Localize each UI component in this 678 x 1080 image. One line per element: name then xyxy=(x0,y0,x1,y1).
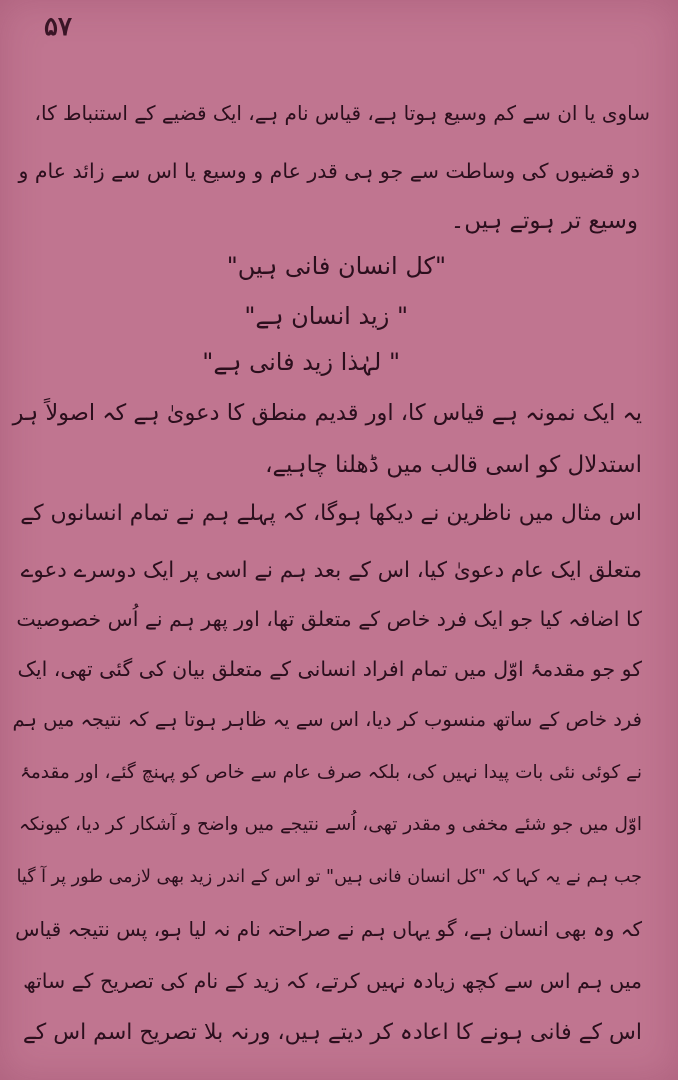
text-line: یہ ایک نمونہ ہے قیاس کا، اور قدیم منطق کا دعویٰ ہے کہ اصولاً ہر xyxy=(12,400,642,426)
text-line: اس کے فانی ہونے کا اعادہ کر دیتے ہیں، ورنہ بلا تصریح اسم اس کے xyxy=(22,1020,642,1045)
syllogism-minor-premise: " زید انسان ہے" xyxy=(244,302,408,330)
text-line: اوّل میں جو شئے مخفی و مقدر تھی، اُسے نتیجے میں واضح و آشکار کر دیا، کیونکہ xyxy=(18,814,642,835)
text-line: میں ہم اس سے کچھ زیادہ نہیں کرتے، کہ زید کے نام کی تصریح کے ساتھ xyxy=(23,969,642,993)
text-line: متعلق ایک عام دعویٰ کیا، اس کے بعد ہم نے اسی پر ایک دوسرے دعوے xyxy=(20,558,642,583)
text-line: فرد خاص کے ساتھ منسوب کر دیا، اس سے یہ ظاہر ہوتا ہے کہ نتیجہ میں ہم xyxy=(12,708,642,731)
text-line: استدلال کو اسی قالب میں ڈھلنا چاہیے، xyxy=(265,452,642,478)
syllogism-major-premise: "کل انسان فانی ہیں" xyxy=(226,252,446,280)
text-line: جب ہم نے یہ کہا کہ "کل انسان فانی ہیں" تو اس کے اندر زید بھی لازمی طور پر آ گیا xyxy=(16,867,642,887)
syllogism-conclusion: " لہٰذا زید فانی ہے" xyxy=(202,348,400,376)
text-line: دو قضیوں کی وساطت سے جو ہی قدر عام و وسیع یا اس سے زائد عام و xyxy=(18,159,640,183)
text-line: کا اضافہ کیا جو ایک فرد خاص کے متعلق تھا، اور پھر ہم نے اُس خصوصیت xyxy=(16,607,642,631)
text-line: وسیع تر ہوتے ہیں۔ xyxy=(450,208,638,234)
text-line: نے کوئی نئی بات پیدا نہیں کی، بلکہ صرف عام سے خاص کو پہنچ گئے، اور مقدمۂ xyxy=(20,762,642,783)
page-number: ۵۷ xyxy=(44,12,72,42)
text-line: اس مثال میں ناظرین نے دیکھا ہوگا، کہ پہلے ہم نے تمام انسانوں کے xyxy=(20,501,642,526)
text-line: ساوی یا ان سے کم وسیع ہوتا ہے، قیاس نام ہے، ایک قضیے کے استنباط کا، xyxy=(34,101,650,125)
text-line: کو جو مقدمۂ اوّل میں تمام افراد انسانی کے متعلق بیان کی گئی تھی، ایک xyxy=(17,657,642,681)
text-line: کہ وہ بھی انسان ہے، گو یہاں ہم نے صراحتہ نام نہ لیا ہو، پس نتیجہ قیاس xyxy=(15,917,642,941)
